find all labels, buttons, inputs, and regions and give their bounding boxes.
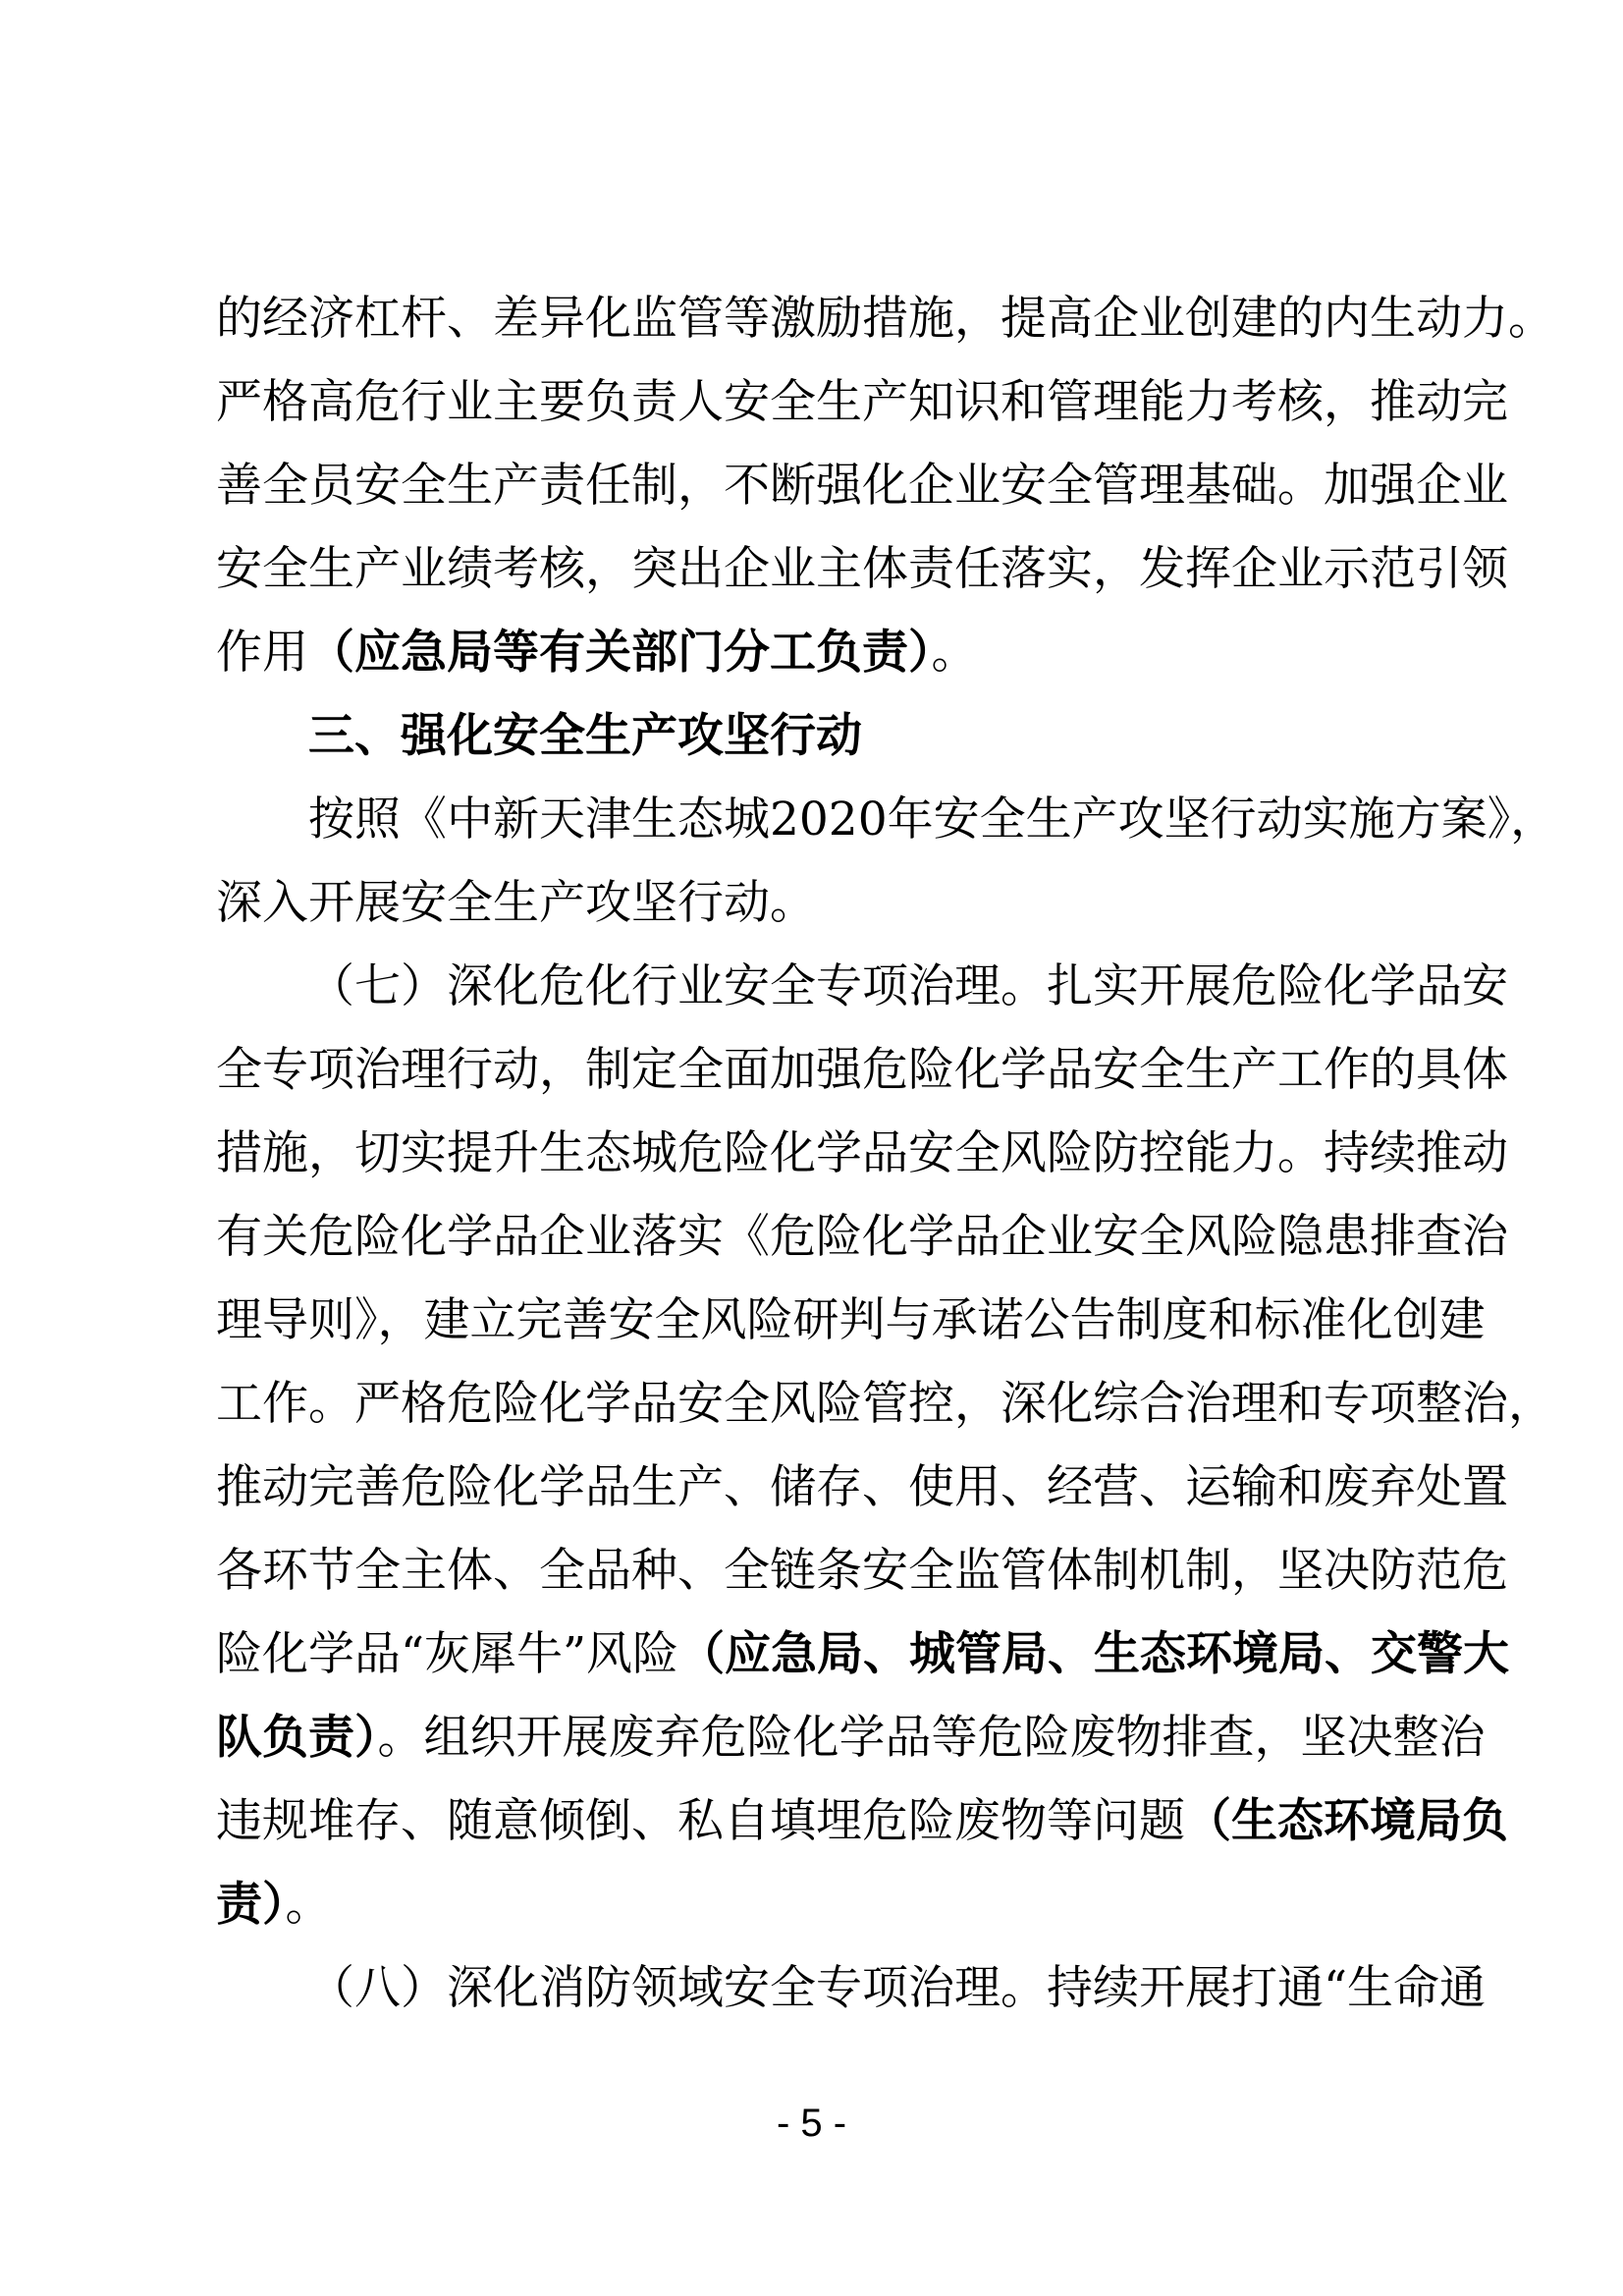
- responsible-department: 队负责）: [216, 1711, 378, 1765]
- body-text-line: （八）深化消防领域安全专项治理。持续开展打通“生命通: [308, 1961, 1487, 2015]
- body-text-line: 推动完善危险化学品生产、储存、使用、经营、运输和废弃处置: [216, 1460, 1508, 1514]
- body-text-line: 的经济杠杆、差异化监管等激励措施，提高企业创建的内生动力。: [216, 292, 1554, 346]
- page-number: - 5 -: [776, 2102, 847, 2145]
- body-text-line: 按照《中新天津生态城2020年安全生产攻坚行动实施方案》，: [308, 793, 1557, 847]
- body-text: 。: [931, 626, 978, 680]
- body-text-line: [216, 1787, 1508, 1856]
- responsible-department: （应急局等有关部门分工负责）: [308, 626, 932, 680]
- body-text-line: 善全员安全生产责任制，不断强化企业安全管理基础。加强企业: [216, 459, 1508, 513]
- body-text: 险化学品“灰犀牛”风险: [216, 1627, 679, 1681]
- body-text: 作用: [216, 626, 308, 680]
- body-text-line: [216, 1871, 1414, 1940]
- body-text-line: 各环节全主体、全品种、全链条安全监管体制机制，坚决防范危: [216, 1544, 1508, 1598]
- body-text-line: （七）深化危化行业安全专项治理。扎实开展危险化学品安: [308, 959, 1508, 1013]
- body-text-line: 安全生产业绩考核，突出企业主体责任落实，发挥企业示范引领: [216, 542, 1508, 596]
- body-text: 。: [285, 1878, 332, 1932]
- responsible-department: 责）: [216, 1878, 286, 1932]
- body-text-line: 有关危险化学品企业落实《危险化学品企业安全风险隐患排查治: [216, 1210, 1508, 1264]
- body-text-line: [216, 1620, 1510, 1689]
- section-heading: 三、强化安全生产攻坚行动: [308, 709, 862, 763]
- body-text-line: 措施，切实提升生态城危险化学品安全风险防控能力。持续推动: [216, 1126, 1508, 1180]
- body-text-line: [216, 619, 1414, 687]
- body-text-line: 理导则》，建立完善安全风险研判与承诺公告制度和标准化创建: [216, 1293, 1486, 1347]
- body-text-line: 全专项治理行动，制定全面加强危险化学品安全生产工作的具体: [216, 1043, 1508, 1097]
- responsible-department: （生态环境局负: [1185, 1794, 1508, 1848]
- responsible-department: （应急局、城管局、生态环境局、交警大: [678, 1627, 1510, 1681]
- body-text-line: 严格高危行业主要负责人安全生产知识和管理能力考核，推动完: [216, 375, 1508, 429]
- body-text: 违规堆存、随意倾倒、私自填埋危险废物等问题: [216, 1794, 1185, 1848]
- body-text-line: 工作。严格危险化学品安全风险管控，深化综合治理和专项整治，: [216, 1377, 1554, 1431]
- body-text-line: [216, 1704, 1486, 1773]
- body-text: 。组织开展废弃危险化学品等危险废物排查，坚决整治: [377, 1711, 1486, 1765]
- body-text-line: 深入开展安全生产攻坚行动。: [216, 876, 816, 930]
